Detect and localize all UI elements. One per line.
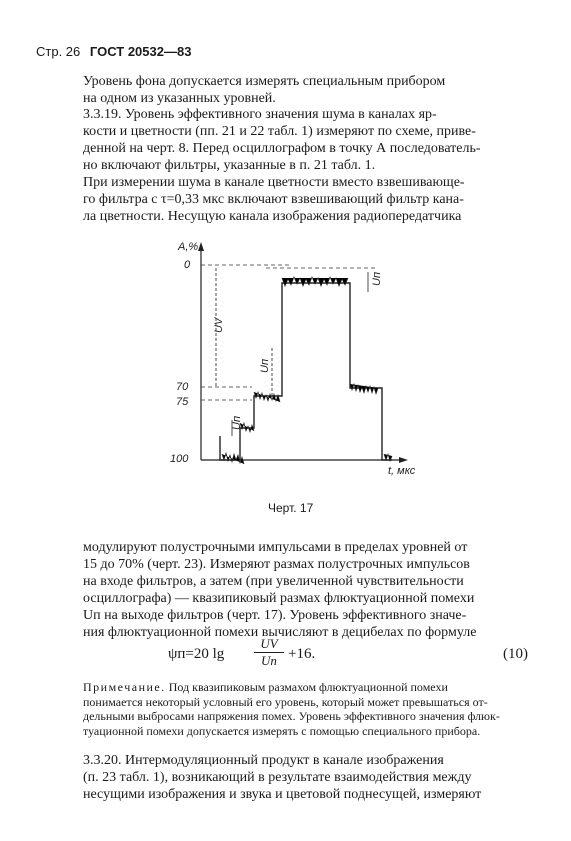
un-label-3: Uп (371, 272, 383, 286)
note-text: Под квазипиковым размахом флюктуационной помехи (168, 680, 448, 694)
noise-band-right (350, 384, 378, 394)
y-tick-100: 100 (170, 453, 189, 465)
formula-numerator: UV (254, 636, 284, 653)
text-line: но включают фильтры, указанные в п. 21 табл. 1. (83, 158, 376, 173)
text-line: Уровень фона допускается измерять специальным прибором (83, 74, 446, 89)
note-label: Примечание. (83, 680, 166, 694)
text-line: несущими изображения и звука и цветовой поднесущей, измеряют (83, 787, 482, 802)
formula-fraction (254, 636, 284, 669)
un-label-1: Uп (259, 359, 271, 373)
formula-denominator: Uп (261, 653, 277, 668)
noise-band-bottom (222, 453, 392, 464)
note-line: туационной помехи допускается измерять с помощью специального прибора. (83, 723, 481, 738)
uv-label: UV (213, 317, 225, 333)
y-tick-75: 75 (176, 396, 189, 408)
text-line: ла цветности. Несущую канала изображения радиопередатчика (83, 209, 462, 224)
formula-10 (168, 636, 528, 672)
y-tick-70: 70 (176, 381, 189, 393)
x-axis-label: t, мкс (388, 465, 416, 477)
y-axis-label: A,% (178, 241, 199, 253)
un-label-2: Uп (231, 416, 243, 430)
paragraph-background-level (83, 73, 531, 107)
text-line: осциллографа) — квазипиковый размах флюктуационной помехи (83, 591, 475, 606)
paragraph-3-3-19 (83, 106, 531, 174)
page-header (36, 44, 191, 59)
text-line: 3.3.19. Уровень эффективного значения шума в каналах яр- (83, 107, 437, 122)
page-number: Стр. 26 (36, 44, 81, 59)
text-line: (п. 23 табл. 1), возникающий в результате взаимодействия между (83, 770, 472, 785)
text-line: модулируют полустрочными импульсами в пределах уровней от (83, 540, 468, 555)
text-line: 3.3.20. Интермодуляционный продукт в канале изображения (83, 753, 444, 768)
formula-rhs: +16. (288, 646, 316, 662)
text-line: на входе фильтров, а затем (при увеличенной чувствительности (83, 574, 464, 589)
note-line: понимается некоторый условный его уровень, который может превышаться от- (83, 694, 488, 709)
text-line: Uп на выходе фильтров (черт. 17). Уровень эффективного значе- (83, 608, 467, 623)
formula-number: (10) (503, 646, 528, 662)
note-block (83, 680, 531, 738)
standard-number: ГОСТ 20532—83 (89, 44, 192, 59)
text-line: на одном из указанных уровней. (83, 91, 276, 106)
noise-band-mid (254, 392, 280, 402)
waveform-trace (220, 283, 392, 460)
y-tick-0: 0 (184, 259, 191, 271)
noise-band-top (282, 277, 348, 286)
text-line: денной на черт. 8. Перед осциллографом в точку А последователь- (83, 141, 481, 156)
text-line: ния флюктуационной помехи вычисляют в децибелах по формуле (83, 625, 477, 640)
note-line-first (83, 680, 531, 695)
figure-17-waveform (170, 238, 430, 490)
text-line: При измерении шума в канале цветности вместо взвешивающе- (83, 175, 465, 190)
y-axis-arrow (198, 242, 204, 251)
paragraph-chroma-noise (83, 174, 531, 225)
note-line: дельными выбросами напряжения помех. Уровень эффективного значения флюк- (83, 709, 500, 723)
x-axis-arrow (399, 457, 408, 463)
text-line: го фильтра с τ=0,33 мкс включают взвешивающий фильтр кана- (83, 192, 464, 207)
text-line: 15 до 70% (черт. 23). Измеряют размах полустрочных импульсов (83, 557, 470, 572)
paragraph-3-3-20 (83, 752, 531, 803)
paragraph-modulation (83, 539, 531, 641)
text-line: кости и цветности (пп. 21 и 22 табл. 1) измеряют по схеме, приве- (83, 124, 476, 139)
figure-caption: Черт. 17 (268, 501, 314, 515)
formula-lhs: ψп=20 lg (168, 646, 225, 662)
